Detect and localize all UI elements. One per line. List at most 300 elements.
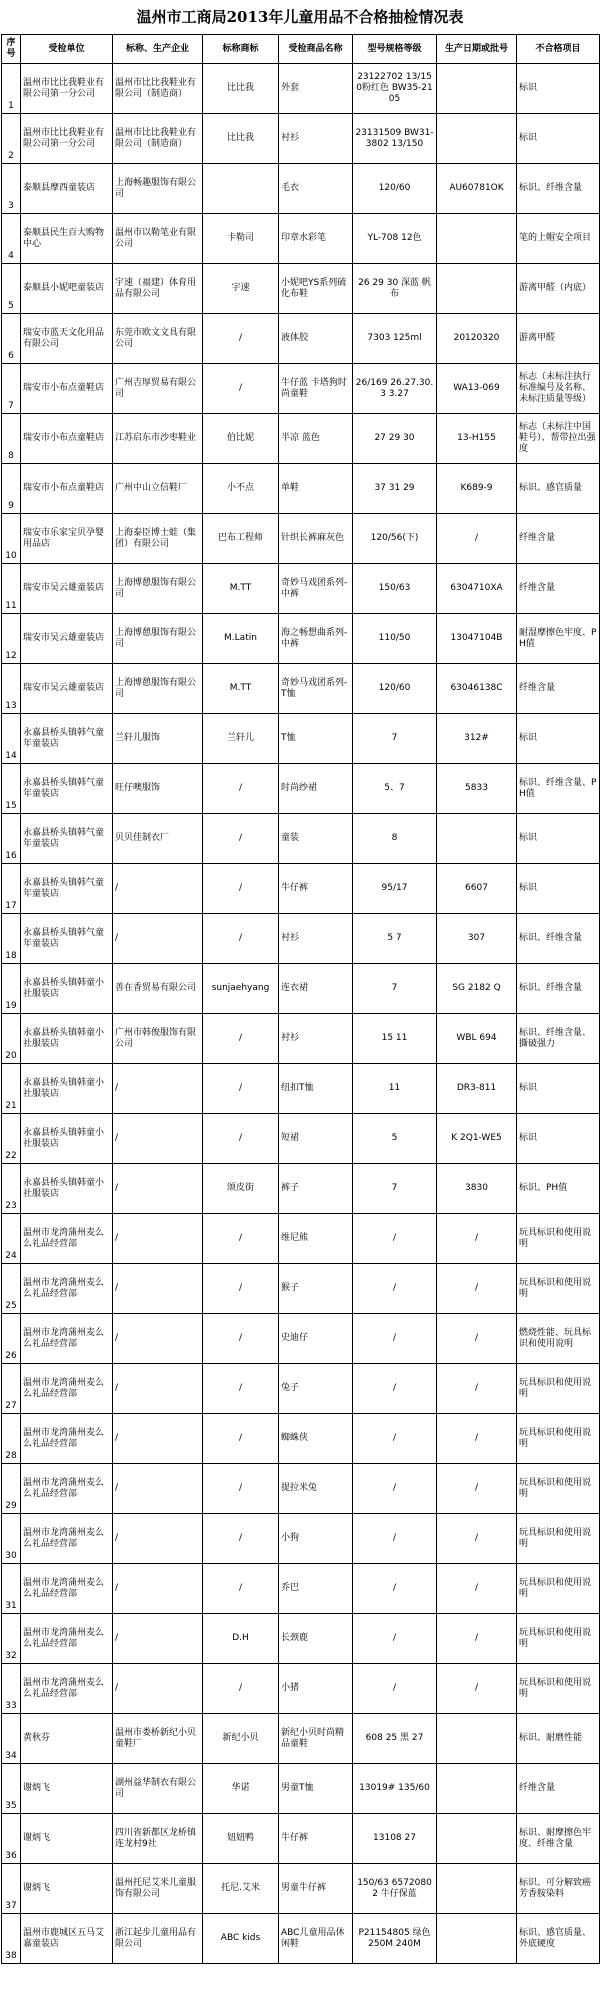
col-product-name: 衬衫 (279, 914, 353, 964)
col-product-name: 小猪 (279, 1664, 353, 1714)
col-manufacturer: / (113, 1464, 203, 1514)
col-number: 11 (2, 564, 21, 614)
col-manufacturer: / (113, 1364, 203, 1414)
col-product-name: 牛仔裤 (279, 1814, 353, 1864)
col-product-name: 史迪仔 (279, 1314, 353, 1364)
col-number: 37 (2, 1864, 21, 1914)
col-batch-number: 13047104B (437, 614, 517, 664)
col-inspected-unit: 永嘉县桥头镇韩童小社服装店 (21, 1064, 113, 1114)
col-product-name: 外套 (279, 64, 353, 114)
col-manufacturer: 兰轩儿服饰 (113, 714, 203, 764)
col-product-name: 时尚纱裙 (279, 764, 353, 814)
table-row (2, 614, 600, 664)
col-product-name: 新纪小贝时尚精品童鞋 (279, 1714, 353, 1764)
col-model-spec: / (353, 1214, 437, 1264)
col-inspected-unit: 谢炳飞 (21, 1814, 113, 1864)
col-number: 8 (2, 414, 21, 464)
col-number: 35 (2, 1764, 21, 1814)
col-model-spec: / (353, 1414, 437, 1464)
col-failed-items: 耐湿摩擦色牢度、PH值 (517, 614, 600, 664)
header-col-model-spec: 型号规格等级 (353, 35, 437, 64)
col-inspected-unit: 瑞安市吴云雄童装店 (21, 564, 113, 614)
col-trademark: / (203, 1414, 279, 1464)
header-col-batch-number: 生产日期或批号 (437, 35, 517, 64)
col-number: 23 (2, 1164, 21, 1214)
col-failed-items: 标识 (517, 714, 600, 764)
col-batch-number: / (437, 1314, 517, 1364)
col-model-spec: 5 (353, 1114, 437, 1164)
col-number: 16 (2, 814, 21, 864)
col-trademark: 兰轩儿 (203, 714, 279, 764)
col-product-name: 牛仔蓝 卡塔狗时尚童鞋 (279, 364, 353, 414)
col-batch-number: / (437, 1564, 517, 1614)
col-batch-number: 6304710XA (437, 564, 517, 614)
col-model-spec: 7 (353, 714, 437, 764)
col-failed-items: 标识、耐磨性能 (517, 1714, 600, 1764)
col-trademark: / (203, 314, 279, 364)
col-inspected-unit: 温州市鹿城区五马艾嘉童装店 (21, 1914, 113, 1964)
col-failed-items: 游离甲醛 (517, 314, 600, 364)
col-inspected-unit: 永嘉县桥头镇韩童小社服装店 (21, 1114, 113, 1164)
col-manufacturer: 上海博憩服饰有限公司 (113, 614, 203, 664)
col-batch-number: 5833 (437, 764, 517, 814)
col-manufacturer: 善在香贸易有限公司 (113, 964, 203, 1014)
col-inspected-unit: 温州市龙湾蒲州麦么么礼品经营部 (21, 1264, 113, 1314)
col-product-name: 连衣裙 (279, 964, 353, 1014)
col-failed-items: 玩具标识和使用说明 (517, 1364, 600, 1414)
col-model-spec: / (353, 1314, 437, 1364)
col-product-name: 液体胶 (279, 314, 353, 364)
col-trademark: / (203, 1114, 279, 1164)
col-product-name: 针织长裤麻灰色 (279, 514, 353, 564)
header-col-inspected-unit: 受检单位 (21, 35, 113, 64)
col-trademark: / (203, 1364, 279, 1414)
col-model-spec: 8 (353, 814, 437, 864)
col-batch-number: WA13-069 (437, 364, 517, 414)
col-manufacturer: 湖州益华制衣有限公司 (113, 1764, 203, 1814)
col-trademark: D.H (203, 1614, 279, 1664)
table-row (2, 1664, 600, 1714)
col-batch-number: / (437, 1264, 517, 1314)
table-row (2, 1314, 600, 1364)
col-batch-number: / (437, 1464, 517, 1514)
col-trademark: / (203, 864, 279, 914)
col-model-spec: 5、7 (353, 764, 437, 814)
col-failed-items: 游离甲醛（内底） (517, 264, 600, 314)
col-product-name: 奇妙马戏团系列-中裤 (279, 564, 353, 614)
header-col-product-name: 受检商品名称 (279, 35, 353, 64)
header-col-failed-items: 不合格项目 (517, 35, 600, 64)
col-trademark: ABC kids (203, 1914, 279, 1964)
col-model-spec: 23122702 13/150粉红色 BW35-2105 (353, 64, 437, 114)
col-batch-number: / (437, 1664, 517, 1714)
col-manufacturer: 江苏启东市沙枣鞋业 (113, 414, 203, 464)
col-model-spec: 26/169 26.27.30.3 3.27 (353, 364, 437, 414)
table-row (2, 414, 600, 464)
col-number: 38 (2, 1914, 21, 1964)
col-inspected-unit: 永嘉县桥头镇韩童小社服装店 (21, 964, 113, 1014)
col-trademark: / (203, 914, 279, 964)
col-manufacturer: / (113, 1664, 203, 1714)
col-product-name: 海之畅想曲系列-中裤 (279, 614, 353, 664)
col-manufacturer: 上海畅趣服饰有限公司 (113, 164, 203, 214)
col-manufacturer: 温州托尼艾米儿童服饰有限公司 (113, 1864, 203, 1914)
col-product-name: T恤 (279, 714, 353, 764)
col-batch-number: 307 (437, 914, 517, 964)
col-model-spec: 37 31 29 (353, 464, 437, 514)
col-inspected-unit: 瑞安市小布点童鞋店 (21, 464, 113, 514)
col-manufacturer: / (113, 1314, 203, 1364)
col-product-name: ABC儿童用品休闲鞋 (279, 1914, 353, 1964)
col-trademark: 小不点 (203, 464, 279, 514)
col-failed-items: 纤维含量 (517, 1764, 600, 1814)
col-product-name: 乔巴 (279, 1564, 353, 1614)
table-row (2, 1514, 600, 1564)
col-manufacturer: 广州吉厚贸易有限公司 (113, 364, 203, 414)
col-product-name: 童装 (279, 814, 353, 864)
col-trademark: 妞妞鸭 (203, 1814, 279, 1864)
col-batch-number (437, 1814, 517, 1864)
col-failed-items: 玩具标识和使用说明 (517, 1514, 600, 1564)
col-inspected-unit: 黄秋芬 (21, 1714, 113, 1764)
col-trademark: 宇速 (203, 264, 279, 314)
col-batch-number: K 2Q1-WE5 (437, 1114, 517, 1164)
col-manufacturer: / (113, 1564, 203, 1614)
col-model-spec: 27 29 30 (353, 414, 437, 464)
table-row (2, 564, 600, 614)
col-model-spec: 7 (353, 964, 437, 1014)
col-product-name: 毛衣 (279, 164, 353, 214)
col-product-name: 维尼熊 (279, 1214, 353, 1264)
col-batch-number: 312# (437, 714, 517, 764)
col-failed-items: 标识、纤维含量、PH值 (517, 764, 600, 814)
col-failed-items: 标识、感官质量、外底硬度 (517, 1914, 600, 1964)
col-inspected-unit: 温州市龙湾蒲州麦么么礼品经营部 (21, 1314, 113, 1364)
col-trademark: 颂皮街 (203, 1164, 279, 1214)
col-product-name: 衬衫 (279, 1014, 353, 1064)
col-product-name: 小狗 (279, 1514, 353, 1564)
col-failed-items: 玩具标识和使用说明 (517, 1414, 600, 1464)
table-row (2, 1764, 600, 1814)
header-col-manufacturer: 标称、生产企业 (113, 35, 203, 64)
col-product-name: 兔子 (279, 1364, 353, 1414)
col-number: 14 (2, 714, 21, 764)
col-failed-items: 标识、纤维含量 (517, 964, 600, 1014)
col-manufacturer: 上海博憩服饰有限公司 (113, 564, 203, 614)
col-product-name: 短裙 (279, 1114, 353, 1164)
col-inspected-unit: 永嘉县桥头镇韩童小社服装店 (21, 1014, 113, 1064)
table-row (2, 764, 600, 814)
col-inspected-unit: 温州市龙湾蒲州麦么么礼品经营部 (21, 1414, 113, 1464)
col-inspected-unit: 瑞安市吴云雄童装店 (21, 614, 113, 664)
table-row (2, 1564, 600, 1614)
col-inspected-unit: 温州市龙湾蒲州麦么么礼品经营部 (21, 1614, 113, 1664)
col-manufacturer: / (113, 1514, 203, 1564)
col-trademark: 巴布工程师 (203, 514, 279, 564)
col-inspected-unit: 温州市龙湾蒲州麦么么礼品经营部 (21, 1664, 113, 1714)
col-trademark: / (203, 1664, 279, 1714)
col-inspected-unit: 永嘉县桥头镇韩气童年童装店 (21, 914, 113, 964)
col-failed-items: 笔的上帽安全项目 (517, 214, 600, 264)
table-row (2, 1614, 600, 1664)
col-manufacturer: / (113, 1064, 203, 1114)
col-inspected-unit: 瑞安市吴云雄童装店 (21, 664, 113, 714)
col-failed-items: 标识 (517, 864, 600, 914)
col-number: 13 (2, 664, 21, 714)
col-trademark: 伯比妮 (203, 414, 279, 464)
col-model-spec: 15 11 (353, 1014, 437, 1064)
col-manufacturer: / (113, 864, 203, 914)
table-row (2, 1164, 600, 1214)
col-failed-items: 标识 (517, 1064, 600, 1114)
col-batch-number: 6607 (437, 864, 517, 914)
col-trademark: / (203, 1014, 279, 1064)
table-row (2, 1864, 600, 1914)
col-batch-number (437, 814, 517, 864)
col-trademark: / (203, 814, 279, 864)
col-product-name: 男童牛仔裤 (279, 1864, 353, 1914)
col-product-name: 小妮吧YS系列硫化布鞋 (279, 264, 353, 314)
col-inspected-unit: 温州市龙湾蒲州麦么么礼品经营部 (21, 1464, 113, 1514)
col-number: 4 (2, 214, 21, 264)
table-row (2, 814, 600, 864)
col-number: 25 (2, 1264, 21, 1314)
col-product-name: 印章水彩笔 (279, 214, 353, 264)
inspection-table (1, 34, 600, 1964)
col-trademark: / (203, 1214, 279, 1264)
col-number: 24 (2, 1214, 21, 1264)
col-inspected-unit: 瑞安市小布点童鞋店 (21, 364, 113, 414)
table-row (2, 264, 600, 314)
col-failed-items: 标识、纤维含量 (517, 164, 600, 214)
col-trademark: / (203, 1264, 279, 1314)
col-model-spec: 95/17 (353, 864, 437, 914)
col-inspected-unit: 温州市比比我鞋业有限公司第一分公司 (21, 64, 113, 114)
col-model-spec: 120/60 (353, 664, 437, 714)
col-manufacturer: 温州市比比我鞋业有限公司（制造商） (113, 64, 203, 114)
col-inspected-unit: 永嘉县桥头镇韩气童年童装店 (21, 814, 113, 864)
col-number: 6 (2, 314, 21, 364)
col-model-spec: 110/50 (353, 614, 437, 664)
col-manufacturer: 东莞市欧文文具有限公司 (113, 314, 203, 364)
col-failed-items: 玩具标识和使用说明 (517, 1264, 600, 1314)
col-number: 3 (2, 164, 21, 214)
col-manufacturer: / (113, 1214, 203, 1264)
col-model-spec: 7303 125ml (353, 314, 437, 364)
col-manufacturer: 广州中山立信鞋厂 (113, 464, 203, 514)
col-batch-number: 20120320 (437, 314, 517, 364)
col-model-spec: 608 25 黑 27 (353, 1714, 437, 1764)
col-batch-number: / (437, 514, 517, 564)
col-number: 26 (2, 1314, 21, 1364)
col-inspected-unit: 瑞安市小布点童鞋店 (21, 414, 113, 464)
col-manufacturer: / (113, 1264, 203, 1314)
col-number: 17 (2, 864, 21, 914)
header-row (2, 35, 600, 64)
col-model-spec: 11 (353, 1064, 437, 1114)
col-manufacturer: / (113, 914, 203, 964)
col-number: 27 (2, 1364, 21, 1414)
col-model-spec: 150/63 (353, 564, 437, 614)
col-trademark: / (203, 1464, 279, 1514)
col-number: 29 (2, 1464, 21, 1514)
col-number: 31 (2, 1564, 21, 1614)
table-row (2, 364, 600, 414)
col-trademark: 新纪小贝 (203, 1714, 279, 1764)
col-manufacturer: 温州市娄桥新纪小贝童鞋厂 (113, 1714, 203, 1764)
col-manufacturer: / (113, 1414, 203, 1464)
col-inspected-unit: 永嘉县桥头镇韩气童年童装店 (21, 764, 113, 814)
col-batch-number (437, 1764, 517, 1814)
col-batch-number: / (437, 1364, 517, 1414)
page-title: 温州市工商局2013年儿童用品不合格抽检情况表 (136, 8, 464, 26)
col-trademark: / (203, 1564, 279, 1614)
col-batch-number (437, 264, 517, 314)
col-number: 33 (2, 1664, 21, 1714)
col-number: 5 (2, 264, 21, 314)
col-number: 19 (2, 964, 21, 1014)
col-model-spec: / (353, 1264, 437, 1314)
col-inspected-unit: 瑞安市乐家宝贝孕婴用品店 (21, 514, 113, 564)
col-model-spec: / (353, 1614, 437, 1664)
col-batch-number (437, 1714, 517, 1764)
table-row (2, 1414, 600, 1464)
col-failed-items: 标志（未标注中国鞋号）、帮带拉出强度 (517, 414, 600, 464)
col-trademark (203, 164, 279, 214)
col-failed-items: 标识、纤维含量 (517, 914, 600, 964)
col-number: 20 (2, 1014, 21, 1064)
table-row (2, 714, 600, 764)
col-inspected-unit: 永嘉县桥头镇韩气童年童装店 (21, 714, 113, 764)
col-inspected-unit: 温州市龙湾蒲州麦么么礼品经营部 (21, 1364, 113, 1414)
col-trademark: / (203, 1314, 279, 1364)
col-batch-number (437, 114, 517, 164)
col-trademark: M.TT (203, 564, 279, 614)
col-number: 1 (2, 64, 21, 114)
col-failed-items: 燃烧性能、玩具标识和使用说明 (517, 1314, 600, 1364)
table-row (2, 1014, 600, 1064)
col-batch-number: 63046138C (437, 664, 517, 714)
col-product-name: 长颈鹿 (279, 1614, 353, 1664)
col-batch-number: WBL 694 (437, 1014, 517, 1064)
table-row (2, 1914, 600, 1964)
col-batch-number: DR3-811 (437, 1064, 517, 1114)
col-number: 28 (2, 1414, 21, 1464)
table-row (2, 1814, 600, 1864)
col-model-spec: 120/60 (353, 164, 437, 214)
col-failed-items: 玩具标识和使用说明 (517, 1664, 600, 1714)
table-row (2, 1464, 600, 1514)
col-manufacturer: 浙江起步儿童用品有限公司 (113, 1914, 203, 1964)
col-number: 12 (2, 614, 21, 664)
col-failed-items: 玩具标识和使用说明 (517, 1214, 600, 1264)
col-model-spec: / (353, 1464, 437, 1514)
col-manufacturer: 贝贝佳制衣厂 (113, 814, 203, 864)
col-inspected-unit: 永嘉县桥头镇韩气童年童装店 (21, 864, 113, 914)
col-trademark: M.Latin (203, 614, 279, 664)
col-failed-items: 标识 (517, 114, 600, 164)
table-row (2, 464, 600, 514)
col-number: 32 (2, 1614, 21, 1664)
header-col-trademark: 标称商标 (203, 35, 279, 64)
col-model-spec: P21154805 绿色 250M 240M (353, 1914, 437, 1964)
table-row (2, 664, 600, 714)
table-row (2, 314, 600, 364)
col-trademark: 比比我 (203, 114, 279, 164)
col-failed-items: 标识 (517, 1114, 600, 1164)
col-manufacturer: 上海泰臣博士蛙（集团）有限公司 (113, 514, 203, 564)
col-model-spec: / (353, 1564, 437, 1614)
col-number: 15 (2, 764, 21, 814)
col-manufacturer: / (113, 1614, 203, 1664)
col-failed-items: 标识、纤维含量、撕破强力 (517, 1014, 600, 1064)
col-product-name: 牛仔裤 (279, 864, 353, 914)
header-col-number: 序号 (2, 35, 21, 64)
col-trademark: sunjaehyang (203, 964, 279, 1014)
col-product-name: 蜘蛛侠 (279, 1414, 353, 1464)
col-number: 30 (2, 1514, 21, 1564)
col-manufacturer: 旺仔噢服饰 (113, 764, 203, 814)
col-inspected-unit: 泰顺县小妮吧童装店 (21, 264, 113, 314)
col-failed-items: 标识 (517, 814, 600, 864)
col-number: 22 (2, 1114, 21, 1164)
col-batch-number: / (437, 1214, 517, 1264)
col-trademark: 华诺 (203, 1764, 279, 1814)
col-number: 10 (2, 514, 21, 564)
col-trademark: 比比我 (203, 64, 279, 114)
col-manufacturer: 宇速（福建）体育用品有限公司 (113, 264, 203, 314)
col-number: 9 (2, 464, 21, 514)
col-batch-number (437, 214, 517, 264)
col-failed-items: 标识、PH值 (517, 1164, 600, 1214)
col-inspected-unit: 温州市比比我鞋业有限公司第一分公司 (21, 114, 113, 164)
col-model-spec: 26 29 30 深蓝 帆布 (353, 264, 437, 314)
col-model-spec: 13019# 135/60 (353, 1764, 437, 1814)
col-product-name: 裤子 (279, 1164, 353, 1214)
col-model-spec: YL-708 12色 (353, 214, 437, 264)
table-row (2, 114, 600, 164)
table-row (2, 1714, 600, 1764)
col-trademark: / (203, 1064, 279, 1114)
table-body (2, 64, 600, 1964)
col-failed-items: 标识、耐摩擦色牢度、纤维含量 (517, 1814, 600, 1864)
col-failed-items: 标识 (517, 64, 600, 114)
col-inspected-unit: 谢炳飞 (21, 1764, 113, 1814)
table-row (2, 964, 600, 1014)
col-batch-number (437, 64, 517, 114)
col-number: 36 (2, 1814, 21, 1864)
col-inspected-unit: 泰顺县民生百大购物中心 (21, 214, 113, 264)
col-inspected-unit: 永嘉县桥头镇韩童小社服装店 (21, 1164, 113, 1214)
table-row (2, 164, 600, 214)
col-batch-number (437, 1864, 517, 1914)
col-batch-number (437, 1914, 517, 1964)
col-trademark: / (203, 764, 279, 814)
col-trademark: M.TT (203, 664, 279, 714)
col-manufacturer: / (113, 1114, 203, 1164)
col-product-name: 猴子 (279, 1264, 353, 1314)
col-inspected-unit: 温州市龙湾蒲州麦么么礼品经营部 (21, 1564, 113, 1614)
col-model-spec: 13108 27 (353, 1814, 437, 1864)
col-batch-number: / (437, 1514, 517, 1564)
col-product-name: 男童T恤 (279, 1764, 353, 1814)
col-inspected-unit: 谢炳飞 (21, 1864, 113, 1914)
table-row (2, 1214, 600, 1264)
col-trademark: 托尼.艾米 (203, 1864, 279, 1914)
col-failed-items: 纤维含量 (517, 564, 600, 614)
col-failed-items: 标志（未标注执行标准编号及名称、未标注质量等级） (517, 364, 600, 414)
col-batch-number: SG 2182 Q (437, 964, 517, 1014)
